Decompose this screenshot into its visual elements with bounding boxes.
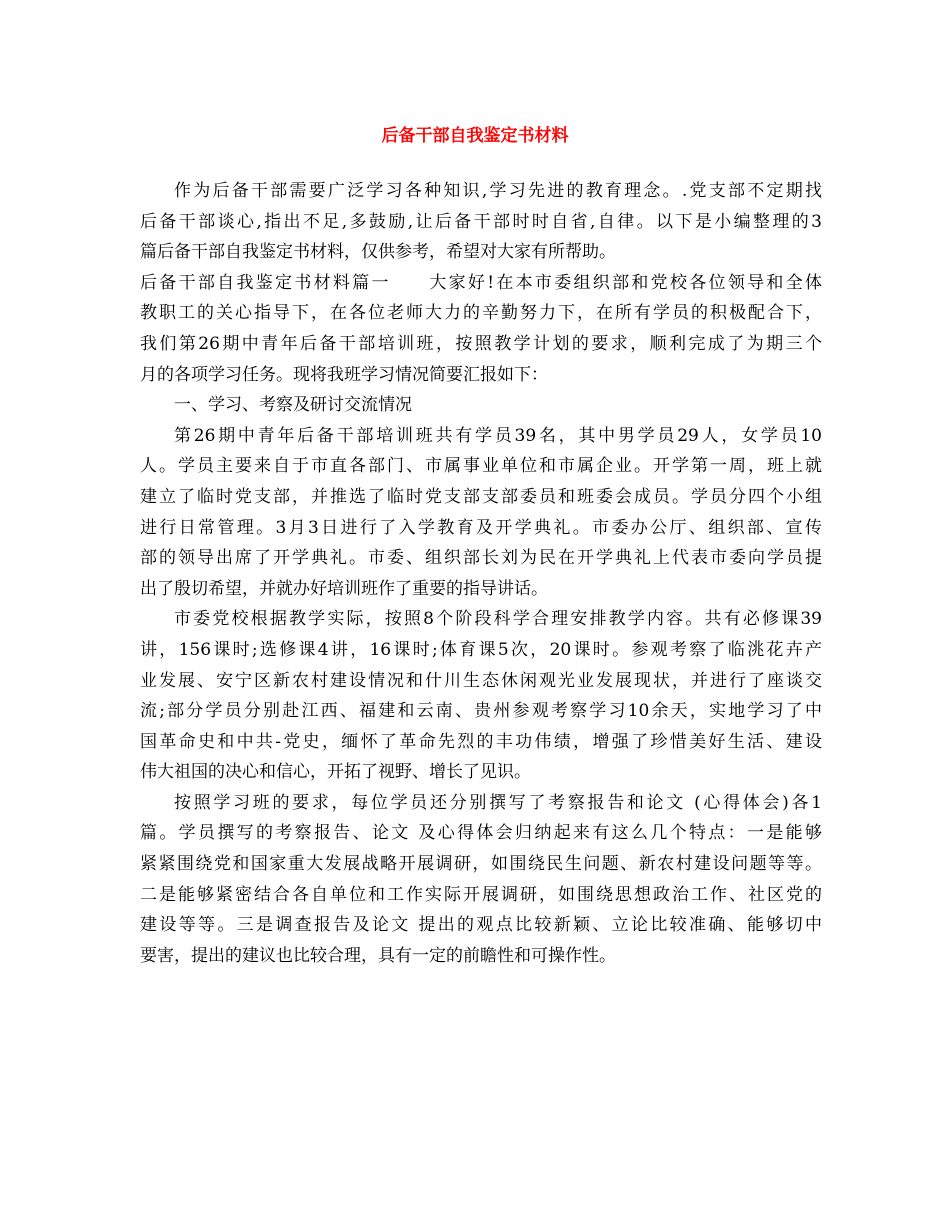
body-line: 一、学习、考察及研讨交流情况 [174, 395, 412, 416]
document-body [140, 176, 822, 971]
body-line: 二是能够紧密结合各自单位和工作实际开展调研，如围绕思想政治工作、社区党的 [140, 884, 822, 905]
body-line: 进行日常管理。3月3日进行了入学教育及开学典礼。市委办公厅、组织部、宣传 [140, 517, 822, 538]
body-line: 月的各项学习任务。现将我班学习情况简要汇报如下： [140, 364, 548, 385]
body-line: 作为后备干部需要广泛学习各种知识,学习先进的教育理念。.党支部不定期找 [174, 181, 822, 201]
body-line: 伟大祖国的决心和信心，开拓了视野、增长了见识。 [140, 762, 531, 783]
body-line: 我们第26期中青年后备干部培训班，按照教学计划的要求，顺利完成了为期三个 [140, 333, 822, 354]
body-line: 紧紧围绕党和国家重大发展战略开展调研，如围绕民生问题、新农村建设问题等等。 [140, 854, 822, 875]
body-line: 教职工的关心指导下，在各位老师大力的辛勤努力下，在所有学员的积极配合下， [140, 303, 822, 324]
body-line: 出了殷切希望，并就办好培训班作了重要的指导讲话。 [140, 578, 548, 599]
body-line: 流;部分学员分别赴江西、福建和云南、贵州参观考察学习10余天，实地学习了中 [140, 701, 822, 722]
body-line: 篇后备干部自我鉴定书材料，仅供参考，希望对大家有所帮助。 [140, 242, 616, 263]
body-line: 建设等等。三是调查报告及论文 提出的观点比较新颖、立论比较准确、能够切中 [140, 915, 822, 936]
body-line: 建立了临时党支部，并推选了临时党支部支部委员和班委会成员。学员分四个小组 [140, 486, 822, 507]
body-line: 后备干部自我鉴定书材料篇一 大家好!在本市委组织部和党校各位领导和全体 [140, 272, 822, 293]
document-title: 后备干部自我鉴定书材料 [381, 126, 569, 146]
body-line: 市委党校根据教学实际，按照8个阶段科学合理安排教学内容。共有必修课39 [174, 609, 822, 630]
body-line: 按照学习班的要求，每位学员还分别撰写了考察报告和论文 (心得体会)各1 [174, 792, 822, 813]
body-line: 业发展、安宁区新农村建设情况和什川生态休闲观光业发展现状，并进行了座谈交 [140, 670, 822, 691]
body-line: 部的领导出席了开学典礼。市委、组织部长刘为民在开学典礼上代表市委向学员提 [140, 548, 822, 569]
body-line: 人。学员主要来自于市直各部门、市属事业单位和市属企业。开学第一周，班上就 [140, 456, 822, 477]
body-line: 讲，156课时;选修课4讲，16课时;体育课5次，20课时。参观考察了临洮花卉产 [140, 639, 822, 660]
body-line: 国革命史和中共-党史，缅怀了革命先烈的丰功伟绩，增强了珍惜美好生活、建设 [140, 731, 822, 752]
body-line: 后备干部谈心,指出不足,多鼓励,让后备干部时时自省,自律。以下是小编整理的3 [140, 211, 822, 232]
body-line: 要害，提出的建议也比较合理，具有一定的前瞻性和可操作性。 [140, 945, 616, 966]
body-line: 第26期中青年后备干部培训班共有学员39名，其中男学员29人，女学员10 [174, 425, 822, 446]
body-line: 篇。学员撰写的考察报告、论文 及心得体会归纳起来有这么几个特点：一是能够 [140, 823, 822, 844]
